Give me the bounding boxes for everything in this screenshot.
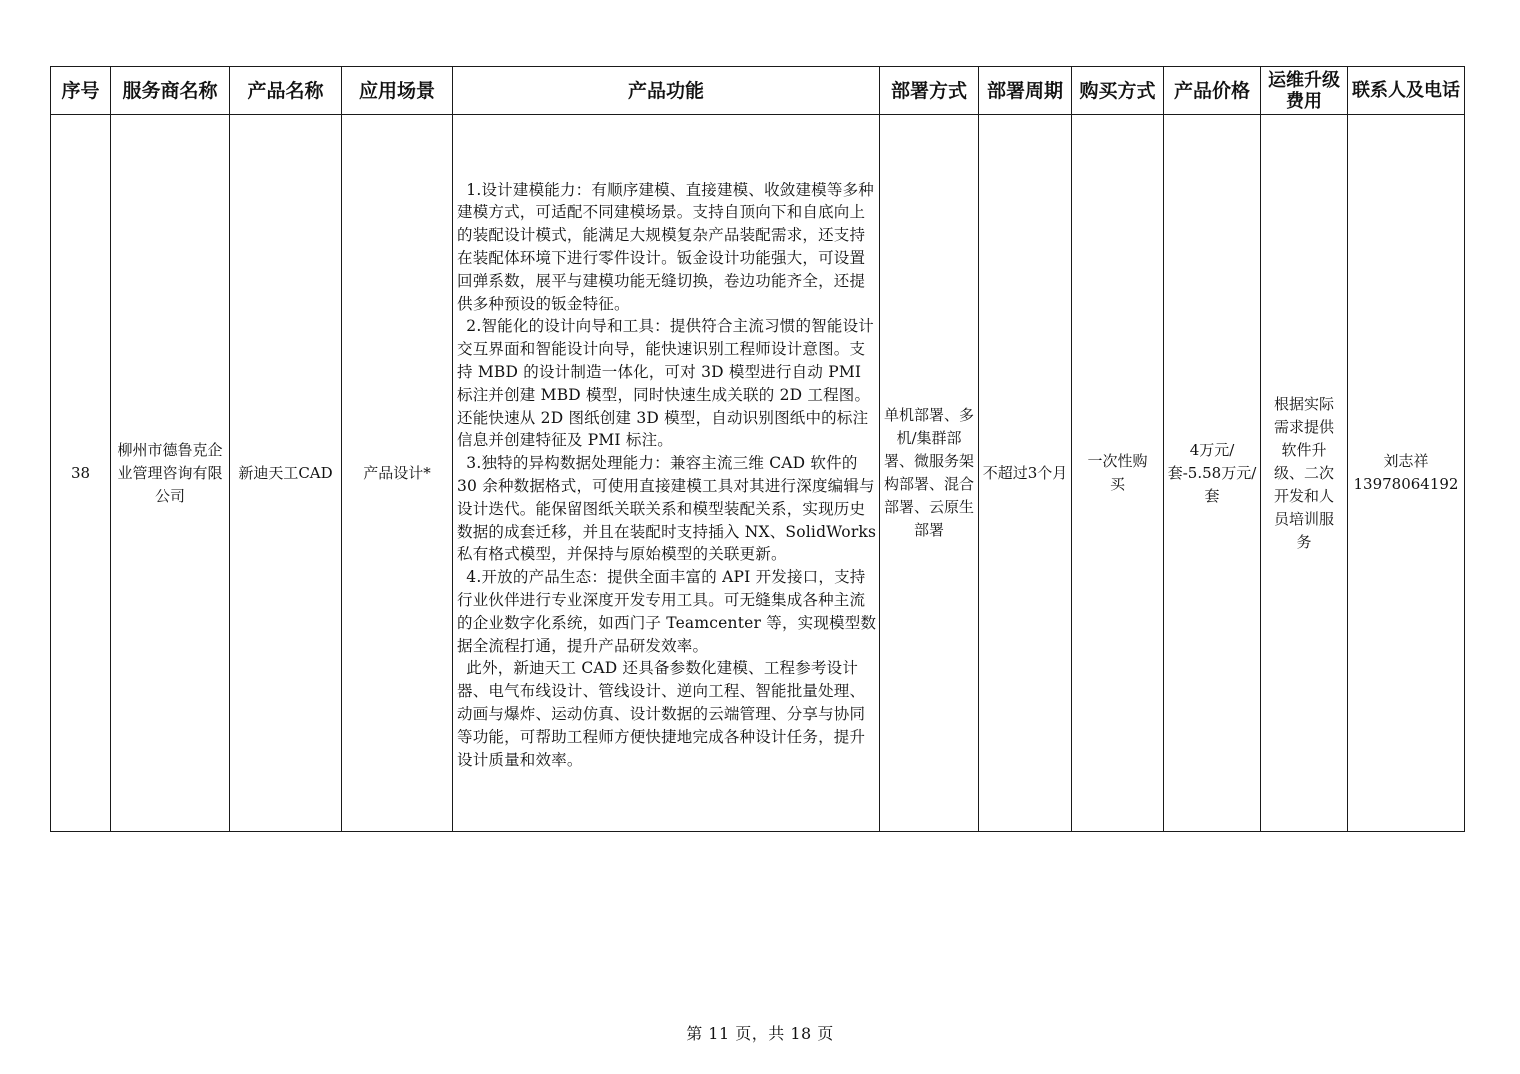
feature-paragraph: 2.智能化的设计向导和工具：提供符合主流习惯的智能设计交互界面和智能设计向导，能快速识别工程师设计意图。支持 MBD 的设计制造一体化，可对 3D 模型进行自动 PMI 标注并创建 MBD 模型，同时快速生成关联的 2D 工程图。还能快速从 2D 图纸创建 3D 模型，自动识别图纸中的标注信息并创建特征及 PMI 标注。	[457, 317, 874, 450]
header-maintenance: 运维升级费用	[1261, 67, 1348, 115]
feature-paragraph: 3.独特的异构数据处理能力：兼容主流三维 CAD 软件的 30 余种数据格式，可使用直接建模工具对其进行深度编辑与设计迭代。能保留图纸关联关系和模型装配关系，实现历史数据的成套迁移，并且在装配时支持插入 NX、SolidWorks 私有格式模型，并保持与原始模型的关联更新。	[457, 454, 877, 564]
table-row	[51, 115, 1465, 832]
page-footer: 第 11 页，共 18 页	[686, 1024, 834, 1043]
feature-paragraph: 此外，新迪天工 CAD 还具备参数化建模、工程参考设计器、电气布线设计、管线设计、逆向工程、智能批量处理、动画与爆炸、运动仿真、设计数据的云端管理、分享与协同等功能，可帮助工程师方便快捷地完成各种设计任务，提升设计质量和效率。	[457, 659, 866, 769]
cell-purchase: 一次性购买	[1072, 115, 1164, 832]
header-scenario: 应用场景	[342, 67, 453, 115]
cell-deploy-cycle: 不超过3个月	[979, 115, 1072, 832]
cell-features	[453, 115, 880, 832]
header-provider: 服务商名称	[111, 67, 230, 115]
cell-seq: 38	[51, 115, 111, 832]
header-features: 产品功能	[453, 67, 880, 115]
header-deploy-cycle: 部署周期	[979, 67, 1072, 115]
cell-price: 4万元/套-5.58万元/套	[1164, 115, 1261, 832]
cell-scenario: 产品设计*	[342, 115, 453, 832]
contact-phone: 13978064192	[1353, 475, 1459, 493]
header-purchase: 购买方式	[1072, 67, 1164, 115]
feature-paragraph: 4.开放的产品生态：提供全面丰富的 API 开发接口，支持行业伙伴进行专业深度开发专用工具。可无缝集成各种主流的企业数字化系统，如西门子 Teamcenter 等，实现模型数据全流程打通，提升产品研发效率。	[457, 568, 877, 655]
header-price: 产品价格	[1164, 67, 1261, 115]
contact-name: 刘志祥	[1383, 452, 1429, 470]
cell-maintenance: 根据实际需求提供软件升级、二次开发和人员培训服务	[1261, 115, 1348, 832]
product-table	[50, 66, 1465, 832]
feature-paragraph: 1.设计建模能力：有顺序建模、直接建模、收敛建模等多种建模方式，可适配不同建模场景。支持自顶向下和自底向上的装配设计模式，能满足大规模复杂产品装配需求，还支持在装配体环境下进行零件设计。钣金设计功能强大，可设置回弹系数，展平与建模功能无缝切换，卷边功能齐全，还提供多种预设的钣金特征。	[457, 180, 874, 313]
header-row	[51, 67, 1465, 115]
cell-contact	[1348, 115, 1465, 832]
cell-product: 新迪天工CAD	[230, 115, 342, 832]
header-deploy-mode: 部署方式	[880, 67, 979, 115]
header-product: 产品名称	[230, 67, 342, 115]
header-seq: 序号	[51, 67, 111, 115]
cell-provider: 柳州市德鲁克企业管理咨询有限公司	[111, 115, 230, 832]
header-contact: 联系人及电话	[1348, 67, 1465, 115]
feature-list	[453, 175, 879, 772]
cell-deploy-mode: 单机部署、多机/集群部署、微服务架构部署、混合部署、云原生部署	[880, 115, 979, 832]
